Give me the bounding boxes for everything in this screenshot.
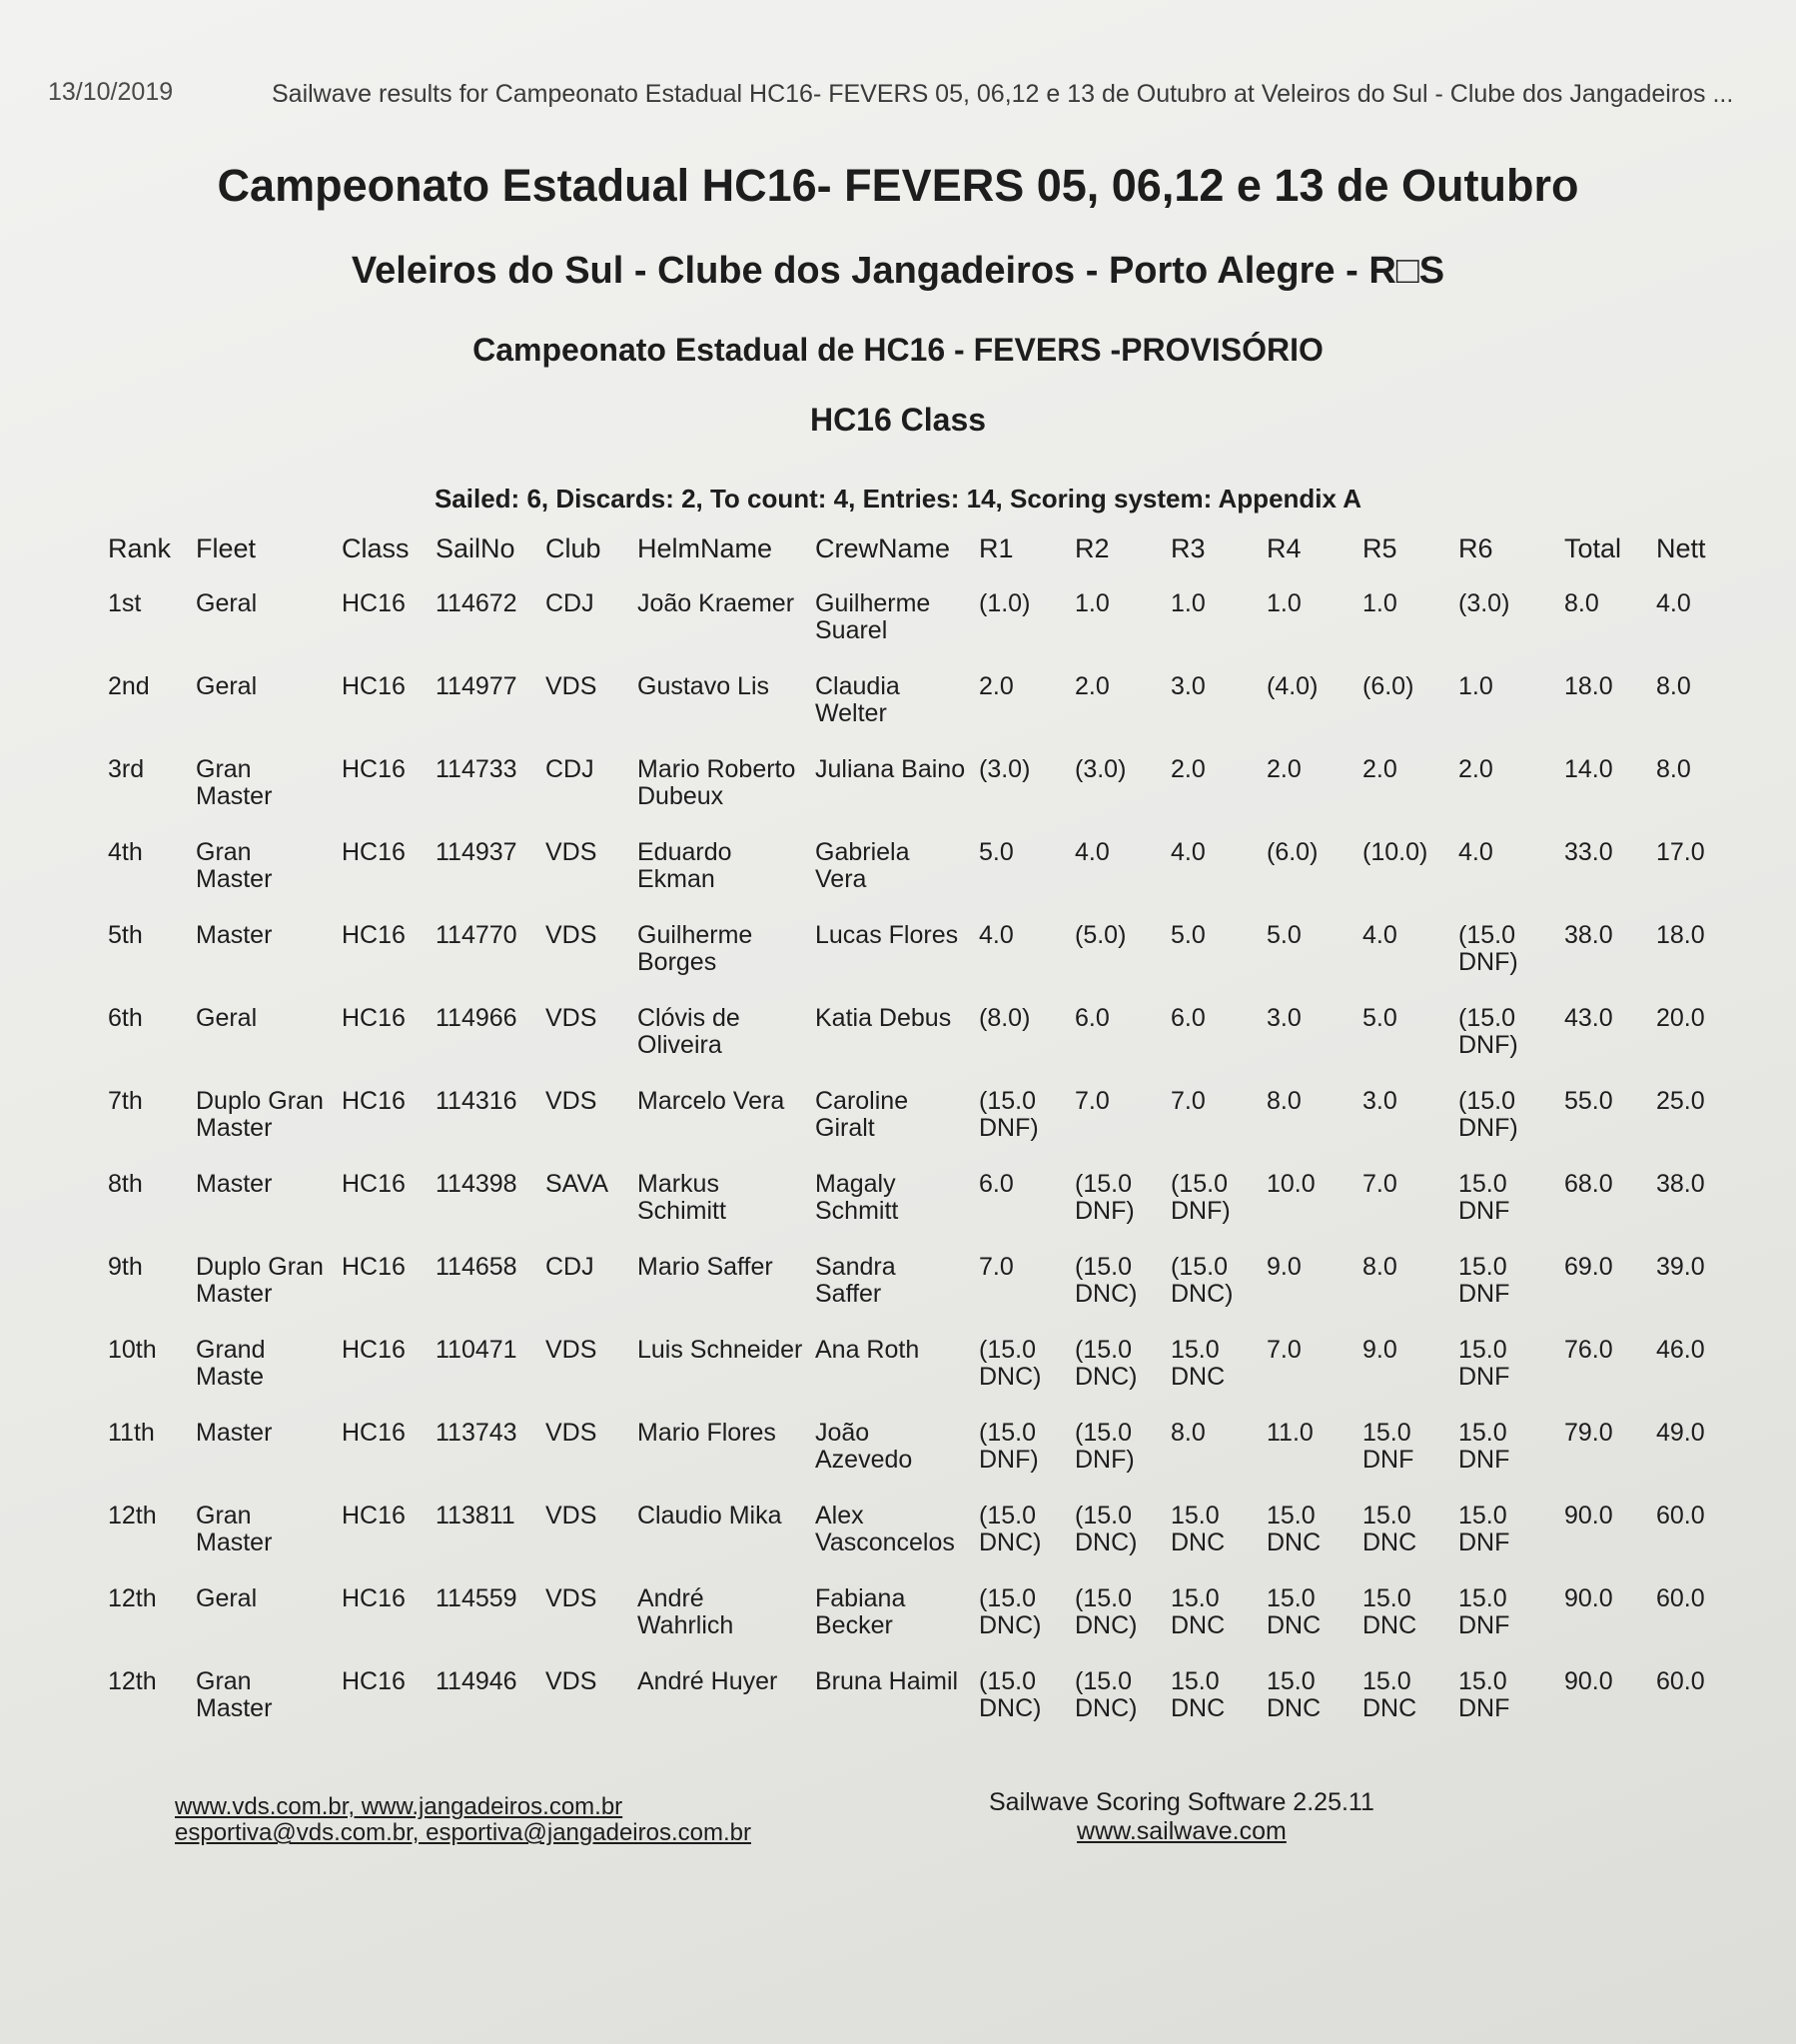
table-cell: Mario Flores: [637, 1419, 776, 1447]
table-cell: (15.0 DNF): [1075, 1419, 1135, 1474]
table-cell: HC16: [342, 1667, 406, 1695]
table-cell: 114946: [436, 1667, 517, 1695]
table-cell: 114316: [436, 1087, 517, 1115]
table-cell: 8th: [108, 1170, 143, 1198]
col-header: Class: [342, 533, 410, 563]
table-cell: 5th: [108, 921, 143, 949]
table-cell: Gran Master: [196, 838, 273, 893]
table-cell: 60.0: [1656, 1584, 1705, 1612]
table-cell: 15.0 DNC: [1171, 1667, 1226, 1722]
club-websites-link[interactable]: www.vds.com.br, www.jangadeiros.com.br: [175, 1793, 623, 1820]
table-row: [100, 1163, 1738, 1246]
table-cell: Alex Vasconcelos: [815, 1502, 955, 1556]
table-cell: 1.0: [1267, 589, 1302, 617]
table-cell: 18.0: [1564, 672, 1613, 700]
col-header: CrewName: [815, 533, 951, 563]
table-cell: 55.0: [1564, 1087, 1613, 1115]
table-cell: 2.0: [1075, 672, 1110, 700]
table-cell: 114398: [436, 1170, 517, 1198]
table-cell: Master: [196, 921, 273, 949]
table-cell: (15.0 DNF): [979, 1419, 1039, 1474]
table-cell: 4th: [108, 838, 143, 866]
table-cell: HC16: [342, 1502, 406, 1530]
series-title: Campeonato Estadual de HC16 - FEVERS -PROVISÓRIO: [472, 332, 1324, 368]
venue-title: Veleiros do Sul - Clube dos Jangadeiros - Porto Alegre - R□S: [351, 250, 1445, 292]
table-cell: Grand Maste: [196, 1336, 266, 1391]
footer-software: [989, 1788, 1374, 1846]
footer-contacts: [175, 1794, 751, 1847]
table-cell: 2.0: [1362, 755, 1397, 783]
table-cell: 76.0: [1564, 1336, 1613, 1364]
table-cell: HC16: [342, 589, 406, 617]
table-row: [100, 914, 1738, 997]
table-cell: 43.0: [1564, 1004, 1613, 1032]
table-cell: (15.0 DNC): [1171, 1253, 1234, 1308]
table-cell: Duplo Gran Master: [196, 1253, 324, 1308]
table-cell: 15.0 DNC: [1267, 1584, 1322, 1639]
table-cell: 1.0: [1362, 589, 1397, 617]
table-cell: SAVA: [545, 1170, 608, 1198]
table-cell: (4.0): [1267, 672, 1319, 700]
table-cell: Geral: [196, 1584, 258, 1612]
table-cell: 18.0: [1656, 921, 1705, 949]
table-cell: 15.0 DNC: [1171, 1502, 1226, 1556]
table-cell: Juliana Baino: [815, 755, 966, 783]
table-cell: HC16: [342, 1004, 406, 1032]
table-cell: Claudia Welter: [815, 672, 900, 727]
table-cell: VDS: [545, 1336, 597, 1364]
table-cell: Geral: [196, 672, 258, 700]
table-cell: 8.0: [1564, 589, 1599, 617]
table-cell: Master: [196, 1170, 273, 1198]
table-cell: Katia Debus: [815, 1004, 952, 1032]
table-cell: VDS: [545, 1667, 597, 1695]
table-cell: (15.0 DNF): [1075, 1170, 1135, 1225]
table-cell: Geral: [196, 589, 258, 617]
table-cell: 17.0: [1656, 838, 1705, 866]
table-cell: (3.0): [1075, 755, 1127, 783]
table-cell: 15.0 DNF: [1458, 1419, 1510, 1474]
table-row: [100, 748, 1738, 831]
event-title: Campeonato Estadual HC16- FEVERS 05, 06,12 e 13 de Outubro: [217, 160, 1579, 211]
table-cell: 7th: [108, 1087, 143, 1115]
table-cell: 8.0: [1656, 672, 1691, 700]
table-cell: 9th: [108, 1253, 143, 1281]
table-cell: (8.0): [979, 1004, 1031, 1032]
table-cell: 9.0: [1362, 1336, 1397, 1364]
table-cell: (15.0 DNC): [979, 1502, 1042, 1556]
table-cell: 8.0: [1267, 1087, 1302, 1115]
table-cell: 1.0: [1458, 672, 1493, 700]
table-cell: 12th: [108, 1502, 157, 1530]
table-cell: 49.0: [1656, 1419, 1705, 1447]
table-cell: HC16: [342, 921, 406, 949]
table-cell: (15.0 DNF): [1458, 1087, 1518, 1142]
table-cell: 15.0 DNF: [1458, 1336, 1510, 1391]
table-cell: 38.0: [1656, 1170, 1705, 1198]
table-cell: VDS: [545, 1419, 597, 1447]
table-cell: 15.0 DNC: [1267, 1502, 1322, 1556]
table-cell: 114672: [436, 589, 517, 617]
table-cell: 7.0: [979, 1253, 1014, 1281]
table-cell: Markus Schimitt: [637, 1170, 726, 1225]
table-cell: Ana Roth: [815, 1336, 920, 1364]
results-body: [100, 582, 1738, 1743]
table-cell: (1.0): [979, 589, 1031, 617]
table-cell: Gran Master: [196, 1502, 273, 1556]
table-cell: VDS: [545, 921, 597, 949]
col-header: Club: [545, 533, 601, 563]
table-cell: João Kraemer: [637, 589, 795, 617]
table-cell: (5.0): [1075, 921, 1127, 949]
print-date: 13/10/2019: [48, 78, 174, 106]
table-cell: (15.0 DNC): [979, 1584, 1042, 1639]
results-table: [100, 527, 1738, 1743]
table-cell: (15.0 DNF): [1458, 1004, 1518, 1059]
table-cell: 3.0: [1362, 1087, 1397, 1115]
table-cell: 1st: [108, 589, 142, 617]
table-cell: 114937: [436, 838, 517, 866]
table-cell: André Huyer: [637, 1667, 778, 1695]
table-cell: 12th: [108, 1667, 157, 1695]
table-cell: 90.0: [1564, 1667, 1613, 1695]
table-cell: 1.0: [1171, 589, 1206, 617]
table-cell: HC16: [342, 1336, 406, 1364]
table-row: [100, 831, 1738, 914]
table-cell: 38.0: [1564, 921, 1613, 949]
table-cell: 25.0: [1656, 1087, 1705, 1115]
col-header: R1: [979, 533, 1014, 563]
table-cell: (15.0 DNC): [1075, 1584, 1138, 1639]
table-cell: (10.0): [1362, 838, 1428, 866]
table-cell: 7.0: [1171, 1087, 1206, 1115]
table-row: [100, 665, 1738, 748]
table-cell: VDS: [545, 1502, 597, 1530]
table-cell: 15.0 DNC: [1362, 1667, 1417, 1722]
table-cell: (15.0 DNC): [979, 1336, 1042, 1391]
table-cell: 7.0: [1267, 1336, 1302, 1364]
table-cell: CDJ: [545, 1253, 594, 1281]
table-cell: Caroline Giralt: [815, 1087, 909, 1142]
table-cell: 4.0: [1362, 921, 1397, 949]
table-cell: Gran Master: [196, 1667, 273, 1722]
col-header: HelmName: [637, 533, 773, 563]
table-cell: (6.0): [1267, 838, 1319, 866]
table-row: [100, 1660, 1738, 1743]
table-cell: Luis Schneider: [637, 1336, 803, 1364]
table-cell: HC16: [342, 1170, 406, 1198]
table-cell: 15.0 DNF: [1458, 1667, 1510, 1722]
table-cell: Lucas Flores: [815, 921, 959, 949]
table-cell: HC16: [342, 1419, 406, 1447]
table-cell: Claudio Mika: [637, 1502, 782, 1530]
table-cell: 60.0: [1656, 1667, 1705, 1695]
table-cell: 6th: [108, 1004, 143, 1032]
col-header: R6: [1458, 533, 1493, 563]
table-cell: 46.0: [1656, 1336, 1705, 1364]
table-cell: Guilherme Suarel: [815, 589, 931, 644]
table-cell: Bruna Haimil: [815, 1667, 959, 1695]
sailwave-link[interactable]: www.sailwave.com: [1077, 1816, 1287, 1845]
table-cell: Eduardo Ekman: [637, 838, 732, 893]
table-cell: 113811: [436, 1502, 515, 1530]
table-cell: 8.0: [1171, 1419, 1206, 1447]
table-cell: Clóvis de Oliveira: [637, 1004, 740, 1059]
table-cell: 8.0: [1656, 755, 1691, 783]
table-cell: HC16: [342, 838, 406, 866]
table-cell: Duplo Gran Master: [196, 1087, 324, 1142]
table-cell: 114658: [436, 1253, 517, 1281]
table-cell: HC16: [342, 755, 406, 783]
table-cell: Guilherme Borges: [637, 921, 753, 976]
table-cell: 8.0: [1362, 1253, 1397, 1281]
table-cell: 11.0: [1267, 1419, 1314, 1447]
table-cell: 3rd: [108, 755, 145, 783]
series-summary: Sailed: 6, Discards: 2, To count: 4, Entries: 14, Scoring system: Appendix A: [434, 484, 1362, 513]
table-cell: 20.0: [1656, 1004, 1705, 1032]
software-name: Sailwave Scoring Software 2.25.11: [989, 1788, 1374, 1816]
table-cell: 60.0: [1656, 1502, 1705, 1530]
table-cell: 114733: [436, 755, 517, 783]
table-cell: 90.0: [1564, 1502, 1613, 1530]
table-cell: HC16: [342, 1584, 406, 1612]
table-cell: Mario Saffer: [637, 1253, 773, 1281]
table-cell: 6.0: [1075, 1004, 1110, 1032]
table-cell: 7.0: [1075, 1087, 1110, 1115]
table-cell: 15.0 DNF: [1362, 1419, 1414, 1474]
table-cell: (6.0): [1362, 672, 1414, 700]
col-header: R4: [1267, 533, 1302, 563]
table-cell: (15.0 DNF): [979, 1087, 1039, 1142]
table-cell: Mario Roberto Dubeux: [637, 755, 796, 810]
table-cell: 15.0 DNF: [1458, 1170, 1510, 1225]
table-cell: HC16: [342, 672, 406, 700]
table-cell: 33.0: [1564, 838, 1613, 866]
table-cell: 2.0: [1267, 755, 1302, 783]
table-cell: 7.0: [1362, 1170, 1397, 1198]
table-cell: 1.0: [1075, 589, 1110, 617]
table-row: [100, 1495, 1738, 1577]
table-row: [100, 1329, 1738, 1412]
table-cell: 15.0 DNC: [1362, 1584, 1417, 1639]
table-cell: 15.0 DNF: [1458, 1584, 1510, 1639]
print-header-title: Sailwave results for Campeonato Estadual HC16- FEVERS 05, 06,12 e 13 de Outubro at Veleiros do Sul - Clube dos Jangadeiros ...: [272, 80, 1734, 108]
table-cell: 4.0: [1458, 838, 1493, 866]
table-cell: CDJ: [545, 755, 594, 783]
table-row: [100, 582, 1738, 665]
table-cell: Marcelo Vera: [637, 1087, 785, 1115]
table-cell: 5.0: [1362, 1004, 1397, 1032]
table-cell: João Azevedo: [815, 1419, 913, 1474]
table-cell: 15.0 DNC: [1267, 1667, 1322, 1722]
table-cell: 79.0: [1564, 1419, 1613, 1447]
table-cell: 90.0: [1564, 1584, 1613, 1612]
table-cell: Master: [196, 1419, 273, 1447]
table-cell: 2.0: [979, 672, 1014, 700]
table-cell: 10th: [108, 1336, 157, 1364]
table-cell: 6.0: [1171, 1004, 1206, 1032]
table-cell: CDJ: [545, 589, 594, 617]
table-cell: 113743: [436, 1419, 517, 1447]
table-cell: 2nd: [108, 672, 150, 700]
results-header-row: [100, 527, 1738, 582]
table-cell: 3.0: [1267, 1004, 1302, 1032]
table-cell: VDS: [545, 838, 597, 866]
table-cell: 10.0: [1267, 1170, 1316, 1198]
table-cell: Sandra Saffer: [815, 1253, 896, 1308]
table-cell: (15.0 DNF): [1458, 921, 1518, 976]
table-cell: (3.0): [1458, 589, 1510, 617]
class-title: HC16 Class: [809, 402, 987, 438]
table-cell: 14.0: [1564, 755, 1613, 783]
table-cell: 3.0: [1171, 672, 1206, 700]
table-cell: 5.0: [1171, 921, 1206, 949]
col-header: Fleet: [196, 533, 257, 563]
table-cell: 15.0 DNC: [1171, 1584, 1226, 1639]
table-cell: 4.0: [1656, 589, 1691, 617]
table-cell: Fabiana Becker: [815, 1584, 906, 1639]
table-cell: Gustavo Lis: [637, 672, 770, 700]
table-cell: 114966: [436, 1004, 517, 1032]
table-cell: 68.0: [1564, 1170, 1613, 1198]
club-emails-link[interactable]: esportiva@vds.com.br, esportiva@jangadeiros.com.br: [175, 1819, 751, 1847]
table-cell: 6.0: [979, 1170, 1014, 1198]
table-cell: (15.0 DNC): [979, 1667, 1042, 1722]
table-cell: VDS: [545, 1584, 597, 1612]
table-cell: 69.0: [1564, 1253, 1613, 1281]
col-header: Nett: [1656, 533, 1706, 563]
table-cell: 114977: [436, 672, 517, 700]
table-row: [100, 1246, 1738, 1329]
col-header: SailNo: [436, 533, 515, 563]
col-header: R2: [1075, 533, 1110, 563]
table-cell: 110471: [436, 1336, 517, 1364]
table-cell: HC16: [342, 1087, 406, 1115]
table-row: [100, 997, 1738, 1080]
table-cell: (15.0 DNC): [1075, 1336, 1138, 1391]
table-cell: Gran Master: [196, 755, 273, 810]
table-cell: 4.0: [1171, 838, 1206, 866]
table-cell: HC16: [342, 1253, 406, 1281]
table-cell: 15.0 DNC: [1171, 1336, 1226, 1391]
table-cell: 5.0: [1267, 921, 1302, 949]
table-cell: (15.0 DNC): [1075, 1667, 1138, 1722]
table-cell: (15.0 DNC): [1075, 1253, 1138, 1308]
table-cell: VDS: [545, 672, 597, 700]
col-header: R3: [1171, 533, 1206, 563]
table-cell: 114770: [436, 921, 517, 949]
col-header: Rank: [108, 533, 172, 563]
table-cell: 15.0 DNF: [1458, 1253, 1510, 1308]
table-cell: Geral: [196, 1004, 258, 1032]
table-cell: 2.0: [1458, 755, 1493, 783]
table-cell: (3.0): [979, 755, 1031, 783]
table-cell: 39.0: [1656, 1253, 1705, 1281]
table-cell: Gabriela Vera: [815, 838, 910, 893]
table-cell: 114559: [436, 1584, 517, 1612]
table-cell: 5.0: [979, 838, 1014, 866]
table-cell: (15.0 DNC): [1075, 1502, 1138, 1556]
table-cell: 15.0 DNF: [1458, 1502, 1510, 1556]
table-row: [100, 1080, 1738, 1163]
col-header: R5: [1362, 533, 1397, 563]
table-row: [100, 1412, 1738, 1495]
table-cell: Magaly Schmitt: [815, 1170, 899, 1225]
table-cell: VDS: [545, 1087, 597, 1115]
table-row: [100, 1577, 1738, 1660]
table-cell: 2.0: [1171, 755, 1206, 783]
table-cell: 11th: [108, 1419, 155, 1447]
table-cell: (15.0 DNF): [1171, 1170, 1231, 1225]
table-cell: 12th: [108, 1584, 157, 1612]
table-cell: VDS: [545, 1004, 597, 1032]
table-cell: 4.0: [1075, 838, 1110, 866]
col-header: Total: [1564, 533, 1622, 563]
table-cell: André Wahrlich: [637, 1584, 734, 1639]
table-cell: 4.0: [979, 921, 1014, 949]
table-cell: 9.0: [1267, 1253, 1302, 1281]
table-cell: 15.0 DNC: [1362, 1502, 1417, 1556]
